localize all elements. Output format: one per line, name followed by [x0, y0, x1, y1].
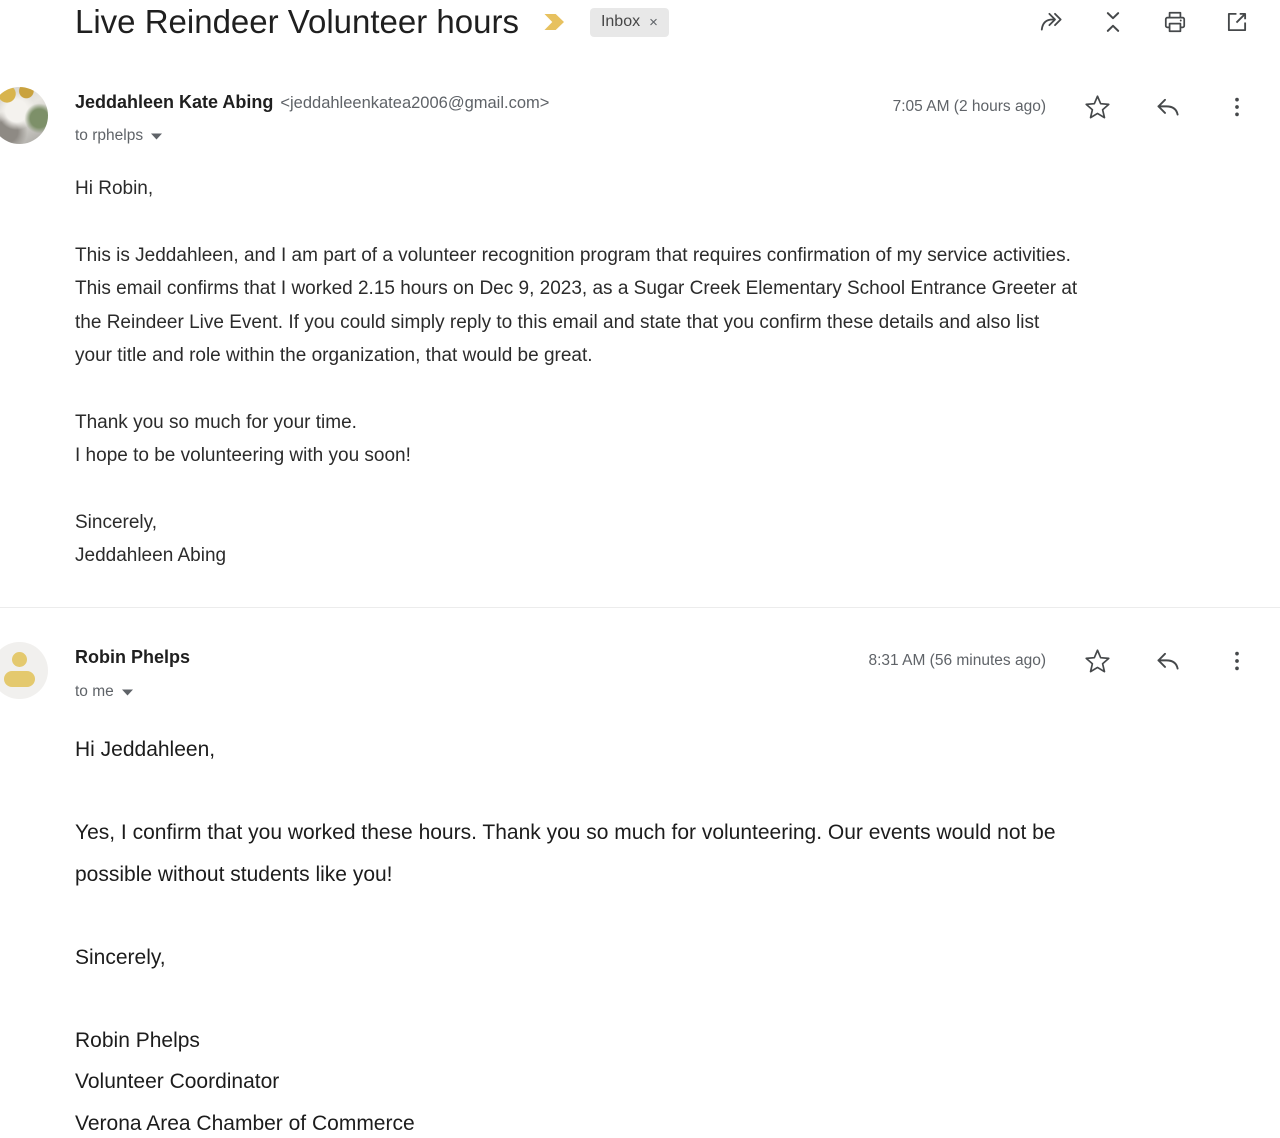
- recipient-dropdown[interactable]: [75, 127, 162, 145]
- reply-button[interactable]: [1154, 648, 1180, 674]
- body-line: I hope to be volunteering with you soon!: [75, 445, 411, 467]
- message-sender-row: [75, 647, 190, 668]
- body-line: This is Jeddahleen, and I am part of a volunteer recognition program that requires confirmation of my service activities.: [75, 244, 1071, 266]
- forward-all-icon: [1038, 9, 1064, 35]
- more-options-icon: [1224, 94, 1250, 120]
- body-line: Hi Robin,: [75, 178, 154, 199]
- reply-icon: [1154, 648, 1181, 675]
- body-line: [75, 895, 1056, 937]
- message-body: [75, 729, 1056, 1138]
- collapse-all-button[interactable]: [1100, 9, 1126, 35]
- reply-button[interactable]: [1154, 94, 1180, 120]
- person-icon: [0, 642, 48, 699]
- body-line: [75, 771, 1056, 813]
- body-line: Verona Area Chamber of Commerce: [75, 1111, 415, 1135]
- star-button[interactable]: [1084, 94, 1110, 120]
- body-line: Yes, I confirm that you worked these hours. Thank you so much for volunteering. Our events would not be: [75, 821, 1056, 844]
- reply-icon: [1154, 94, 1181, 121]
- inbox-label-text: Inbox: [600, 13, 641, 30]
- body-line: Sincerely,: [75, 945, 166, 969]
- open-in-new-icon: [1224, 9, 1250, 35]
- body-line: [75, 978, 1056, 1020]
- body-line: Robin Phelps: [75, 1028, 200, 1052]
- subject-row: [75, 0, 669, 44]
- sender-avatar[interactable]: [0, 642, 48, 699]
- body-line: your title and role within the organization, that would be great.: [75, 344, 593, 366]
- inbox-label-chip[interactable]: [590, 8, 669, 37]
- recipient-label: to me: [75, 683, 114, 700]
- more-options-button[interactable]: [1224, 648, 1250, 674]
- message-meta: [893, 94, 1250, 120]
- sender-email: <jeddahleenkatea2006@gmail.com>: [280, 94, 550, 112]
- recipient-label: to rphelps: [75, 127, 144, 144]
- print-icon: [1162, 9, 1188, 35]
- body-line: Thank you so much for your time.: [75, 411, 357, 433]
- body-line: [75, 473, 1077, 506]
- message-timestamp: 7:05 AM (2 hours ago): [892, 98, 1046, 115]
- thread-toolbar: [1038, 9, 1250, 35]
- message-body: [75, 172, 1077, 573]
- chevron-down-icon: [151, 127, 162, 145]
- message-divider: [0, 607, 1280, 608]
- body-line: possible without students like you!: [75, 862, 393, 886]
- body-line: Jeddahleen Abing: [75, 545, 227, 567]
- body-line: [75, 372, 1077, 405]
- sender-name: Robin Phelps: [75, 647, 191, 667]
- message-sender-row: [75, 92, 549, 113]
- body-line: the Reindeer Live Event. If you could simply reply to this email and state that you confirm these details and also list: [75, 311, 1040, 333]
- body-line: Volunteer Coordinator: [75, 1070, 280, 1093]
- sender-name: Jeddahleen Kate Abing: [75, 92, 274, 112]
- recipient-dropdown[interactable]: [75, 683, 133, 701]
- importance-marker-icon: [543, 13, 566, 31]
- body-line: Hi Jeddahleen,: [75, 738, 216, 761]
- subject-title: Live Reindeer Volunteer hours: [75, 3, 519, 40]
- star-icon: [1084, 648, 1111, 675]
- body-line: [75, 205, 1077, 238]
- open-in-new-button[interactable]: [1224, 9, 1250, 35]
- message-meta: [869, 648, 1251, 674]
- more-options-button[interactable]: [1224, 94, 1250, 120]
- star-button[interactable]: [1084, 648, 1110, 674]
- body-line: This email confirms that I worked 2.15 hours on Dec 9, 2023, as a Sugar Creek Elementary School Entrance Greeter at: [75, 278, 1078, 300]
- chevron-down-icon: [122, 683, 133, 701]
- remove-label-icon[interactable]: ×: [649, 13, 658, 31]
- more-options-icon: [1224, 648, 1250, 674]
- forward-all-button[interactable]: [1038, 9, 1064, 35]
- star-icon: [1084, 94, 1111, 121]
- sender-avatar[interactable]: [0, 87, 48, 144]
- body-line: Sincerely,: [75, 511, 158, 533]
- print-button[interactable]: [1162, 9, 1188, 35]
- collapse-all-icon: [1100, 9, 1126, 35]
- message-timestamp: 8:31 AM (56 minutes ago): [868, 652, 1046, 669]
